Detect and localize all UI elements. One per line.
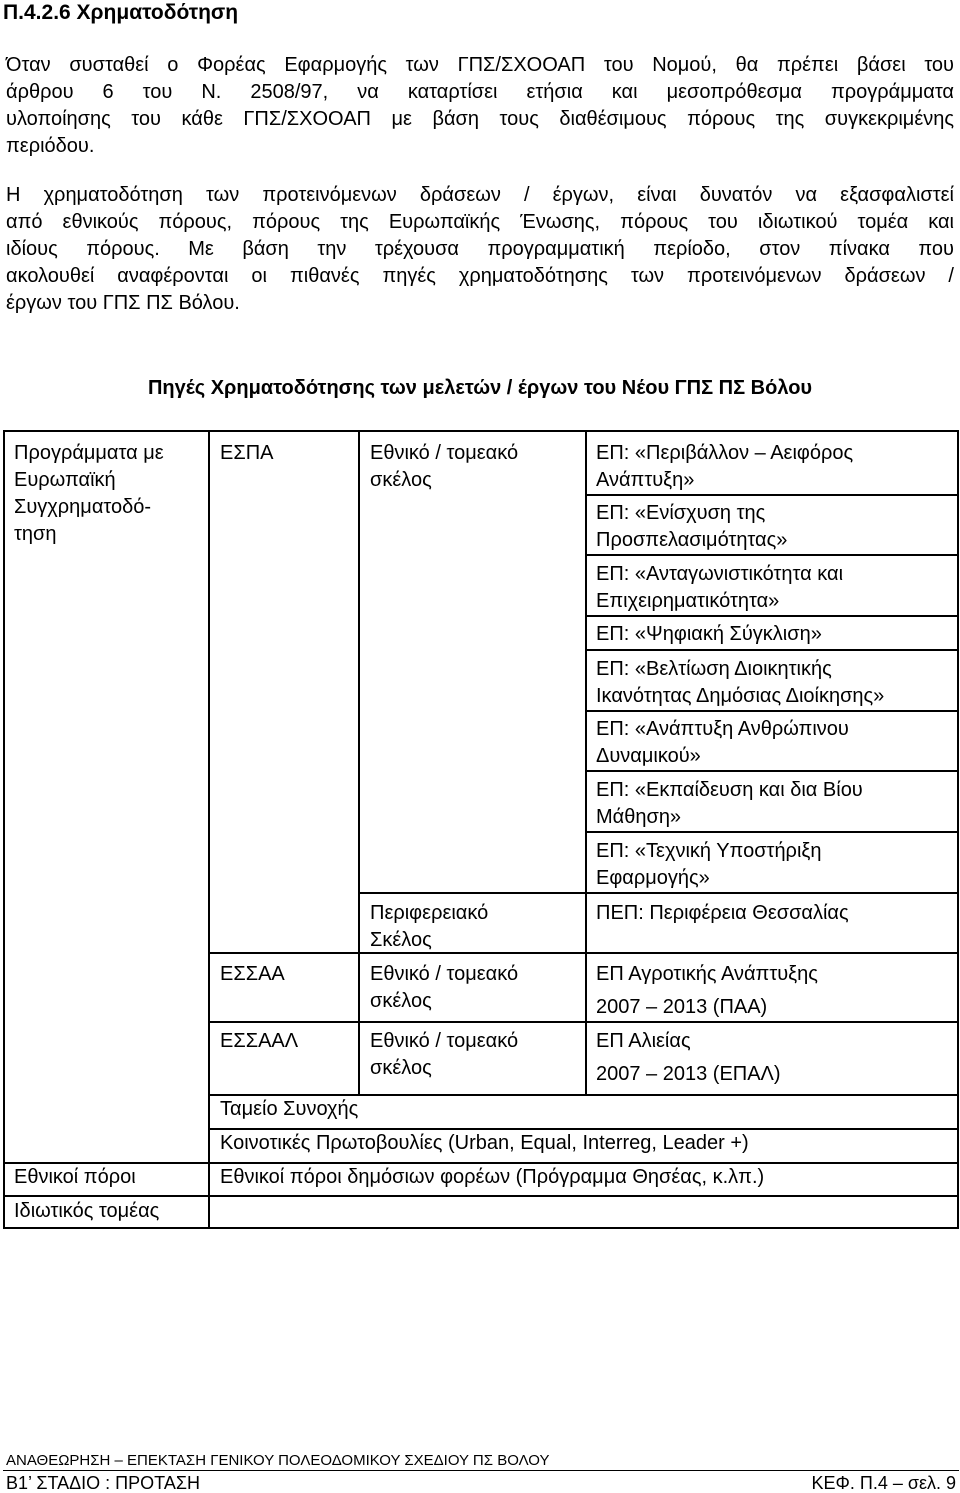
grid-line bbox=[585, 615, 959, 617]
cell-line: τηση bbox=[14, 523, 57, 545]
text-line: Όταν συσταθεί ο Φορέας Εφαρμογής των ΓΠΣ/ΣΧΟΟΑΠ του Νομού, θα πρέπει βάσει του bbox=[6, 54, 954, 76]
text-line: υλοποίησης του κάθε ΓΠΣ/ΣΧΟΟΑΠ με βάση τους διαθέσιμους πόρους της συγκεκριμένης bbox=[6, 108, 954, 130]
grid-line bbox=[585, 494, 959, 496]
cell-line: Σκέλος bbox=[370, 929, 432, 951]
cell-line: Εθνικό / τομεακό bbox=[370, 442, 519, 464]
op-regional-thessaly: ΠΕΠ: Περιφέρεια Θεσσαλίας bbox=[596, 902, 849, 924]
text-line: περιόδου. bbox=[6, 135, 95, 157]
grid-line bbox=[358, 432, 360, 1096]
cell-line: ΕΠ: «Περιβάλλον – Αειφόρος bbox=[596, 442, 854, 464]
national-resources-detail: Εθνικοί πόροι δημόσιων φορέων (Πρόγραμμα Θησέας, κ.λπ.) bbox=[220, 1166, 765, 1188]
paragraph-funding bbox=[6, 182, 954, 317]
table-title: Πηγές Χρηματοδότησης των μελετών / έργων του Νέου ΓΠΣ ΠΣ Βόλου bbox=[147, 377, 813, 399]
text-line: Η χρηματοδότηση των προτεινόμενων δράσεων / έργων, είναι δυνατόν να εξασφαλιστεί bbox=[6, 184, 954, 206]
grid-line bbox=[358, 892, 959, 894]
cell-line: Εθνικό / τομεακό bbox=[370, 1030, 519, 1052]
grid-line bbox=[585, 432, 587, 1096]
grid-line bbox=[585, 710, 959, 712]
cell-line: ΕΠ: «Τεχνική Υποστήριξη bbox=[596, 840, 822, 862]
cell-line: Εθνικό / τομεακό bbox=[370, 963, 519, 985]
grid-line bbox=[5, 1195, 959, 1197]
op-accessibility bbox=[596, 500, 787, 554]
essaal-national-sector bbox=[370, 1028, 518, 1082]
cell-line: ΕΠ: «Ψηφιακή Σύγκλιση» bbox=[596, 623, 822, 645]
cell-line: Δυναμικού» bbox=[596, 745, 701, 767]
cell-line: ΕΠ Αγροτικής Ανάπτυξης bbox=[596, 963, 818, 985]
essaa-national-sector bbox=[370, 961, 518, 1015]
cell-line: Εφαρμογής» bbox=[596, 867, 710, 889]
grid-line bbox=[208, 952, 959, 954]
cell-line: ΕΠ Αλιείας bbox=[596, 1030, 691, 1052]
text-line: από εθνικούς πόρους, πόρους της Ευρωπαϊκής Ένωσης, πόρους του ιδιωτικού τομέα και bbox=[6, 211, 954, 233]
funding-sources-table bbox=[3, 430, 959, 1229]
section-heading: Π.4.2.6 Χρηματοδότηση bbox=[3, 1, 239, 24]
cell-line: ΕΠ: «Βελτίωση Διοικητικής bbox=[596, 658, 832, 680]
eu-cofunded-programmes bbox=[14, 440, 164, 548]
op-public-administration bbox=[596, 656, 884, 710]
national-resources-label: Εθνικοί πόροι bbox=[14, 1166, 136, 1188]
community-initiatives-label: Κοινοτικές Πρωτοβουλίες (Urban, Equal, Interreg, Leader +) bbox=[220, 1132, 749, 1154]
cell-line: 2007 – 2013 (ΠΑΑ) bbox=[596, 996, 768, 1018]
text-line: ακολουθεί αναφέρονται οι πιθανές πηγές χρηματοδότησης των προτεινόμενων δράσεων / bbox=[6, 265, 954, 287]
grid-line bbox=[208, 1021, 959, 1023]
op-education bbox=[596, 777, 863, 831]
cell-line: Προσπελασιμότητας» bbox=[596, 529, 788, 551]
op-human-resources bbox=[596, 716, 849, 770]
cell-line: Περιφερειακό bbox=[370, 902, 489, 924]
cell-line: ΕΠ: «Ανταγωνιστικότητα και bbox=[596, 563, 844, 585]
op-environment bbox=[596, 440, 853, 494]
cell-line: ΕΠ: «Ενίσχυση της bbox=[596, 502, 766, 524]
text-line: ιδίους πόρους. Με βάση την τρέχουσα προγραμματική περίοδο, στον πίνακα που bbox=[6, 238, 954, 260]
op-rural-development bbox=[596, 961, 818, 1021]
cell-line: Μάθηση» bbox=[596, 806, 682, 828]
footer-page-number: ΚΕΦ. Π.4 – σελ. 9 bbox=[811, 1473, 956, 1493]
cell-line: σκέλος bbox=[370, 469, 432, 491]
text-line: άρθρου 6 του Ν. 2508/97, να καταρτίσει ετήσια και μεσοπρόθεσμα προγράμματα bbox=[6, 81, 954, 103]
op-digital-convergence bbox=[596, 621, 822, 648]
cell-line: σκέλος bbox=[370, 1057, 432, 1079]
grid-line bbox=[585, 554, 959, 556]
cell-line: Ικανότητας Δημόσιας Διοίκησης» bbox=[596, 685, 885, 707]
grid-line bbox=[585, 770, 959, 772]
footer-stage: Β1’ ΣΤΑΔΙΟ : ΠΡΟΤΑΣΗ bbox=[6, 1473, 200, 1493]
private-sector-label: Ιδιωτικός τομέας bbox=[14, 1200, 160, 1222]
cell-line: Επιχειρηματικότητα» bbox=[596, 590, 780, 612]
grid-line bbox=[585, 649, 959, 651]
op-fisheries bbox=[596, 1028, 781, 1088]
op-technical-support bbox=[596, 838, 821, 892]
grid-line bbox=[208, 432, 210, 1227]
espa-national-sector bbox=[370, 440, 518, 494]
footer-divider bbox=[3, 1470, 959, 1471]
cell-line: ΕΠ: «Εκπαίδευση και δια Βίου bbox=[596, 779, 863, 801]
cell-line: Ανάπτυξη» bbox=[596, 469, 695, 491]
cell-line: ΕΠ: «Ανάπτυξη Ανθρώπινου bbox=[596, 718, 849, 740]
cell-line: 2007 – 2013 (ΕΠΑΛ) bbox=[596, 1063, 781, 1085]
cell-line: Προγράμματα με bbox=[14, 442, 164, 464]
essaal-label: ΕΣΣΑΑΛ bbox=[220, 1030, 299, 1052]
cell-line: σκέλος bbox=[370, 990, 432, 1012]
cell-line: Ευρωπαϊκή bbox=[14, 469, 116, 491]
espa-regional-sector bbox=[370, 900, 488, 954]
grid-line bbox=[585, 831, 959, 833]
text-line: έργων του ΓΠΣ ΠΣ Βόλου. bbox=[6, 292, 240, 314]
op-competitiveness bbox=[596, 561, 843, 615]
footer-document-title: ΑΝΑΘΕΩΡΗΣΗ – ΕΠΕΚΤΑΣΗ ΓΕΝΙΚΟΥ ΠΟΛΕΟΔΟΜΙΚΟΥ ΣΧΕΔΙΟΥ ΠΣ ΒΟΛΟΥ bbox=[6, 1452, 550, 1469]
essaa-label: ΕΣΣΑΑ bbox=[220, 963, 285, 985]
paragraph-obligations bbox=[6, 52, 954, 160]
cell-line: Συγχρηματοδό- bbox=[14, 496, 152, 518]
cohesion-fund-label: Ταμείο Συνοχής bbox=[220, 1098, 359, 1120]
espa-label: ΕΣΠΑ bbox=[220, 442, 274, 464]
